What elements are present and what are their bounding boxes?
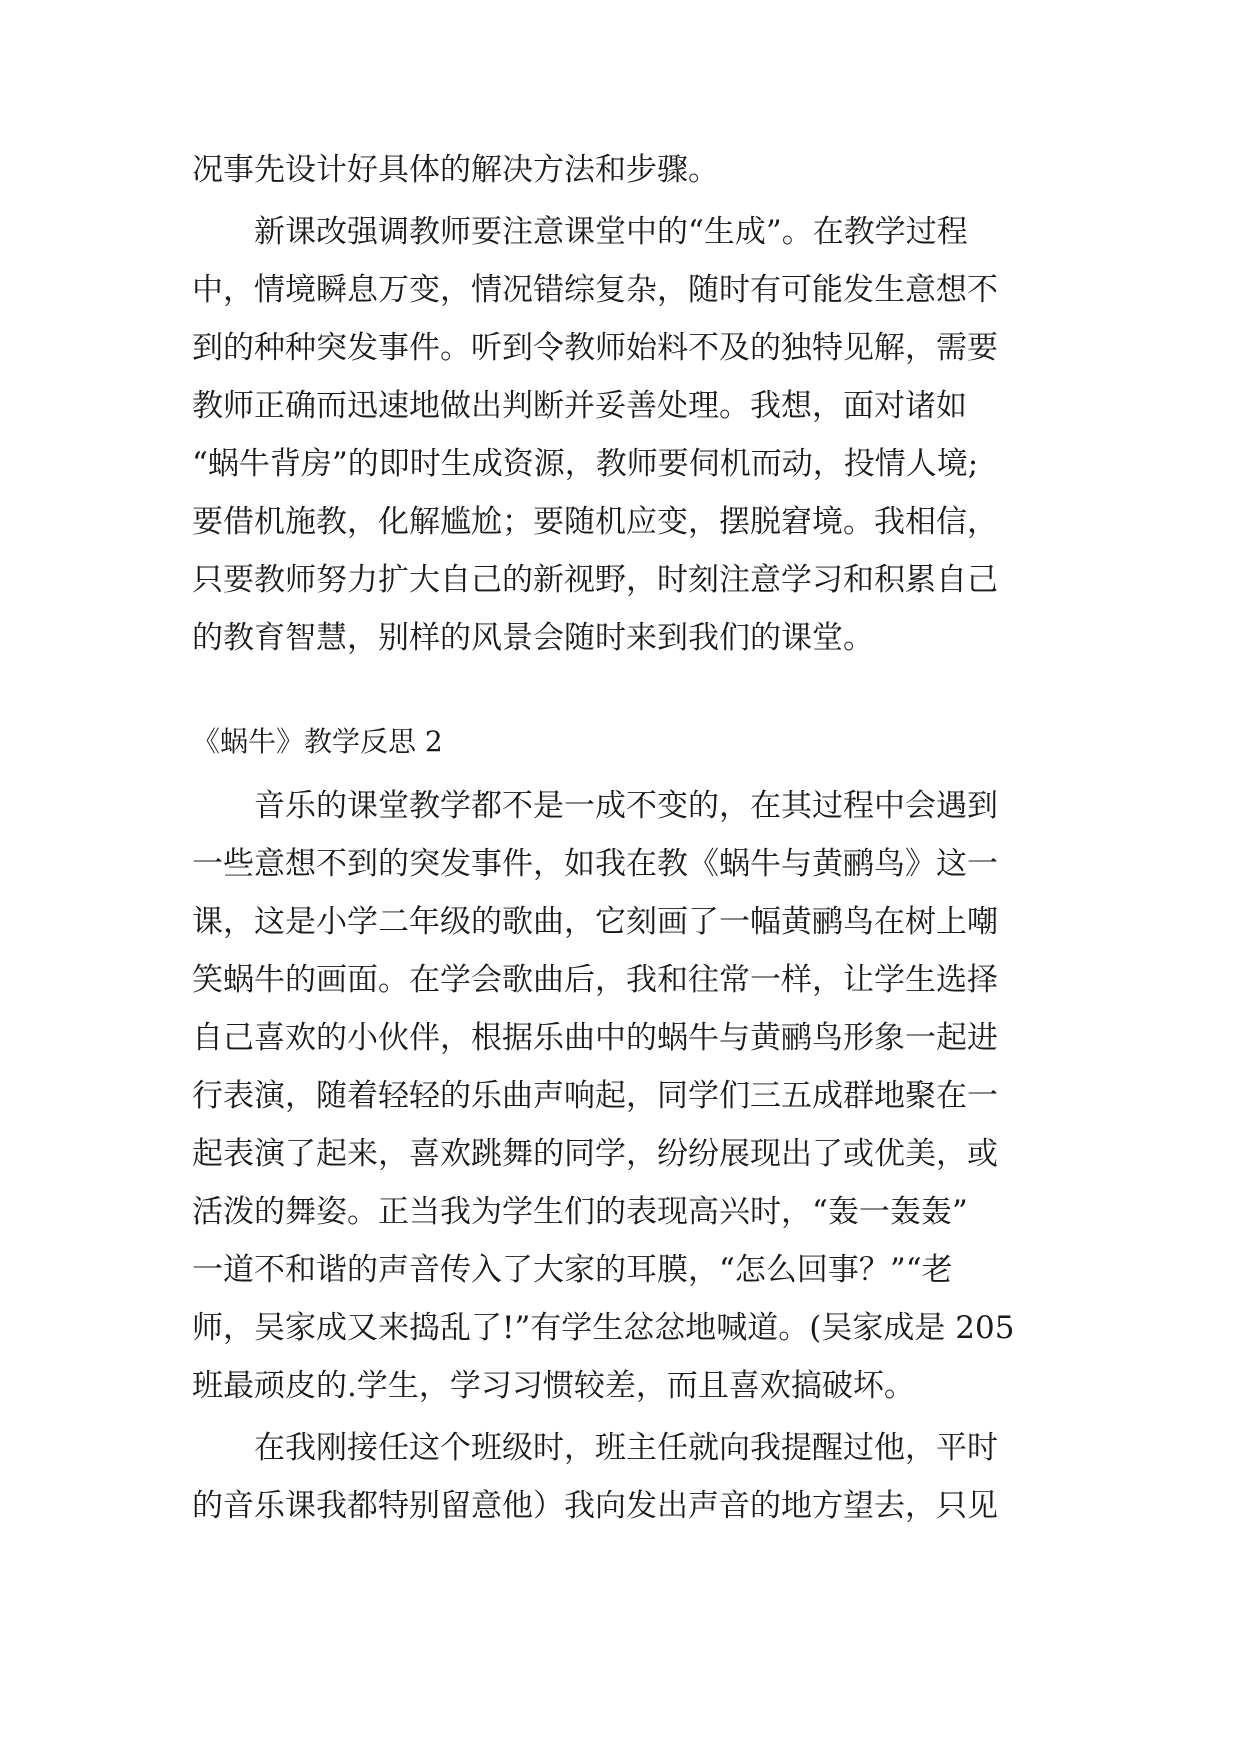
text-line: 一些意想不到的突发事件，如我在教《蜗牛与黄鹂鸟》这一 — [192, 846, 998, 882]
text-line: 笑蜗牛的画面。在学会歌曲后，我和往常一样，让学生选择 — [192, 962, 998, 998]
text-line: 教师正确而迅速地做出判断并妥善处理。我想，面对诸如 — [192, 388, 967, 424]
text-line: 的音乐课我都特别留意他）我向发出声音的地方望去，只见 — [192, 1488, 998, 1524]
text-line: 自己喜欢的小伙伴，根据乐曲中的蜗牛与黄鹂鸟形象一起进 — [192, 1020, 998, 1056]
text-line: 中，情境瞬息万变，情况错综复杂，随时有可能发生意想不 — [192, 272, 998, 308]
text-line: 要借机施教，化解尴尬；要随机应变，摆脱窘境。我相信， — [192, 504, 998, 540]
section-heading: 《蜗牛》教学反思 2 — [192, 725, 443, 758]
text-line: 一道不和谐的声音传入了大家的耳膜，“怎么回事？”“老 — [192, 1252, 953, 1288]
text-line: 到的种种突发事件。听到令教师始料不及的独特见解，需要 — [192, 330, 998, 366]
text-line: 班最顽皮的.学生，学习习惯较差，而且喜欢搞破坏。 — [192, 1368, 915, 1404]
text-line: 的教育智慧，别样的风景会随时来到我们的课堂。 — [192, 620, 874, 656]
paragraph-first-line: 在我刚接任这个班级时，班主任就向我提醒过他，平时 — [254, 1430, 998, 1466]
text-line: 起表演了起来，喜欢跳舞的同学，纷纷展现出了或优美，或 — [192, 1136, 998, 1172]
text-line: 活泼的舞姿。正当我为学生们的表现高兴时，“轰一轰轰” — [192, 1194, 968, 1230]
text-line: 况事先设计好具体的解决方法和步骤。 — [192, 152, 719, 188]
text-line: 行表演，随着轻轻的乐曲声响起，同学们三五成群地聚在一 — [192, 1078, 998, 1114]
text-line: “蜗牛背房”的即时生成资源，教师要伺机而动，投情人境; — [192, 446, 979, 482]
paragraph-first-line: 新课改强调教师要注意课堂中的“生成”。在教学过程 — [254, 214, 968, 250]
paragraph-first-line: 音乐的课堂教学都不是一成不变的，在其过程中会遇到 — [254, 788, 998, 824]
text-line: 只要教师努力扩大自己的新视野，时刻注意学习和积累自己 — [192, 562, 998, 598]
text-line: 师，吴家成又来捣乱了!”有学生忿忿地喊道。(吴家成是 205 — [192, 1310, 1015, 1346]
text-line: 课，这是小学二年级的歌曲，它刻画了一幅黄鹂鸟在树上嘲 — [192, 904, 998, 940]
